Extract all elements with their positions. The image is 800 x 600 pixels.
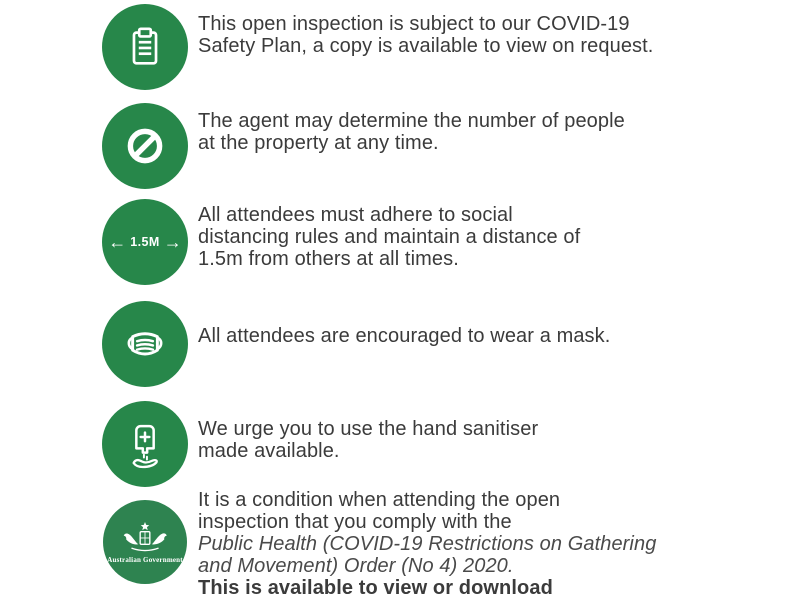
sanitiser-text (198, 418, 778, 462)
order-line-4: and Movement) Order (No 4) 2020. (198, 555, 514, 577)
australian-government-crest-icon (116, 521, 174, 554)
public-health-order-text (198, 489, 778, 599)
people-limit-text (198, 110, 778, 154)
safety-plan-line-1: This open inspection is subject to our COVID-19 (198, 13, 630, 35)
distance-1-5m-icon (108, 233, 181, 251)
order-line-5: This is available to view or download (198, 577, 553, 599)
order-line-3: Public Health (COVID-19 Restrictions on Gathering (198, 533, 657, 555)
safety-plan-text (198, 13, 778, 57)
left-arrow-icon: ← (108, 232, 127, 252)
safety-plan-line-2: Safety Plan, a copy is available to view on request. (198, 35, 654, 57)
no-entry-icon (119, 120, 171, 172)
sanitiser-badge (102, 401, 188, 487)
no-entry-badge (102, 103, 188, 189)
order-line-2: inspection that you comply with the (198, 511, 512, 533)
distancing-line-1: All attendees must adhere to social (198, 204, 513, 226)
distance-badge (102, 199, 188, 285)
distance-label: 1.5M (130, 235, 160, 249)
distancing-line-2: distancing rules and maintain a distance of (198, 226, 581, 248)
face-mask-icon (118, 317, 172, 371)
right-arrow-icon: → (163, 232, 182, 252)
sanitiser-line-2: made available. (198, 440, 340, 462)
hand-sanitiser-icon (119, 418, 171, 470)
order-line-1: It is a condition when attending the open (198, 489, 561, 511)
clipboard-badge (102, 4, 188, 90)
australian-government-logo (103, 500, 187, 584)
sanitiser-line-1: We urge you to use the hand sanitiser (198, 418, 539, 440)
distancing-text (198, 204, 778, 270)
clipboard-icon (122, 24, 168, 70)
people-limit-line-2: at the property at any time. (198, 132, 439, 154)
mask-text (198, 325, 778, 347)
mask-line-1: All attendees are encouraged to wear a mask. (198, 325, 611, 347)
distancing-line-3: 1.5m from others at all times. (198, 248, 459, 270)
australian-government-caption: Australian Government (107, 555, 183, 564)
people-limit-line-1: The agent may determine the number of people (198, 110, 625, 132)
mask-badge (102, 301, 188, 387)
